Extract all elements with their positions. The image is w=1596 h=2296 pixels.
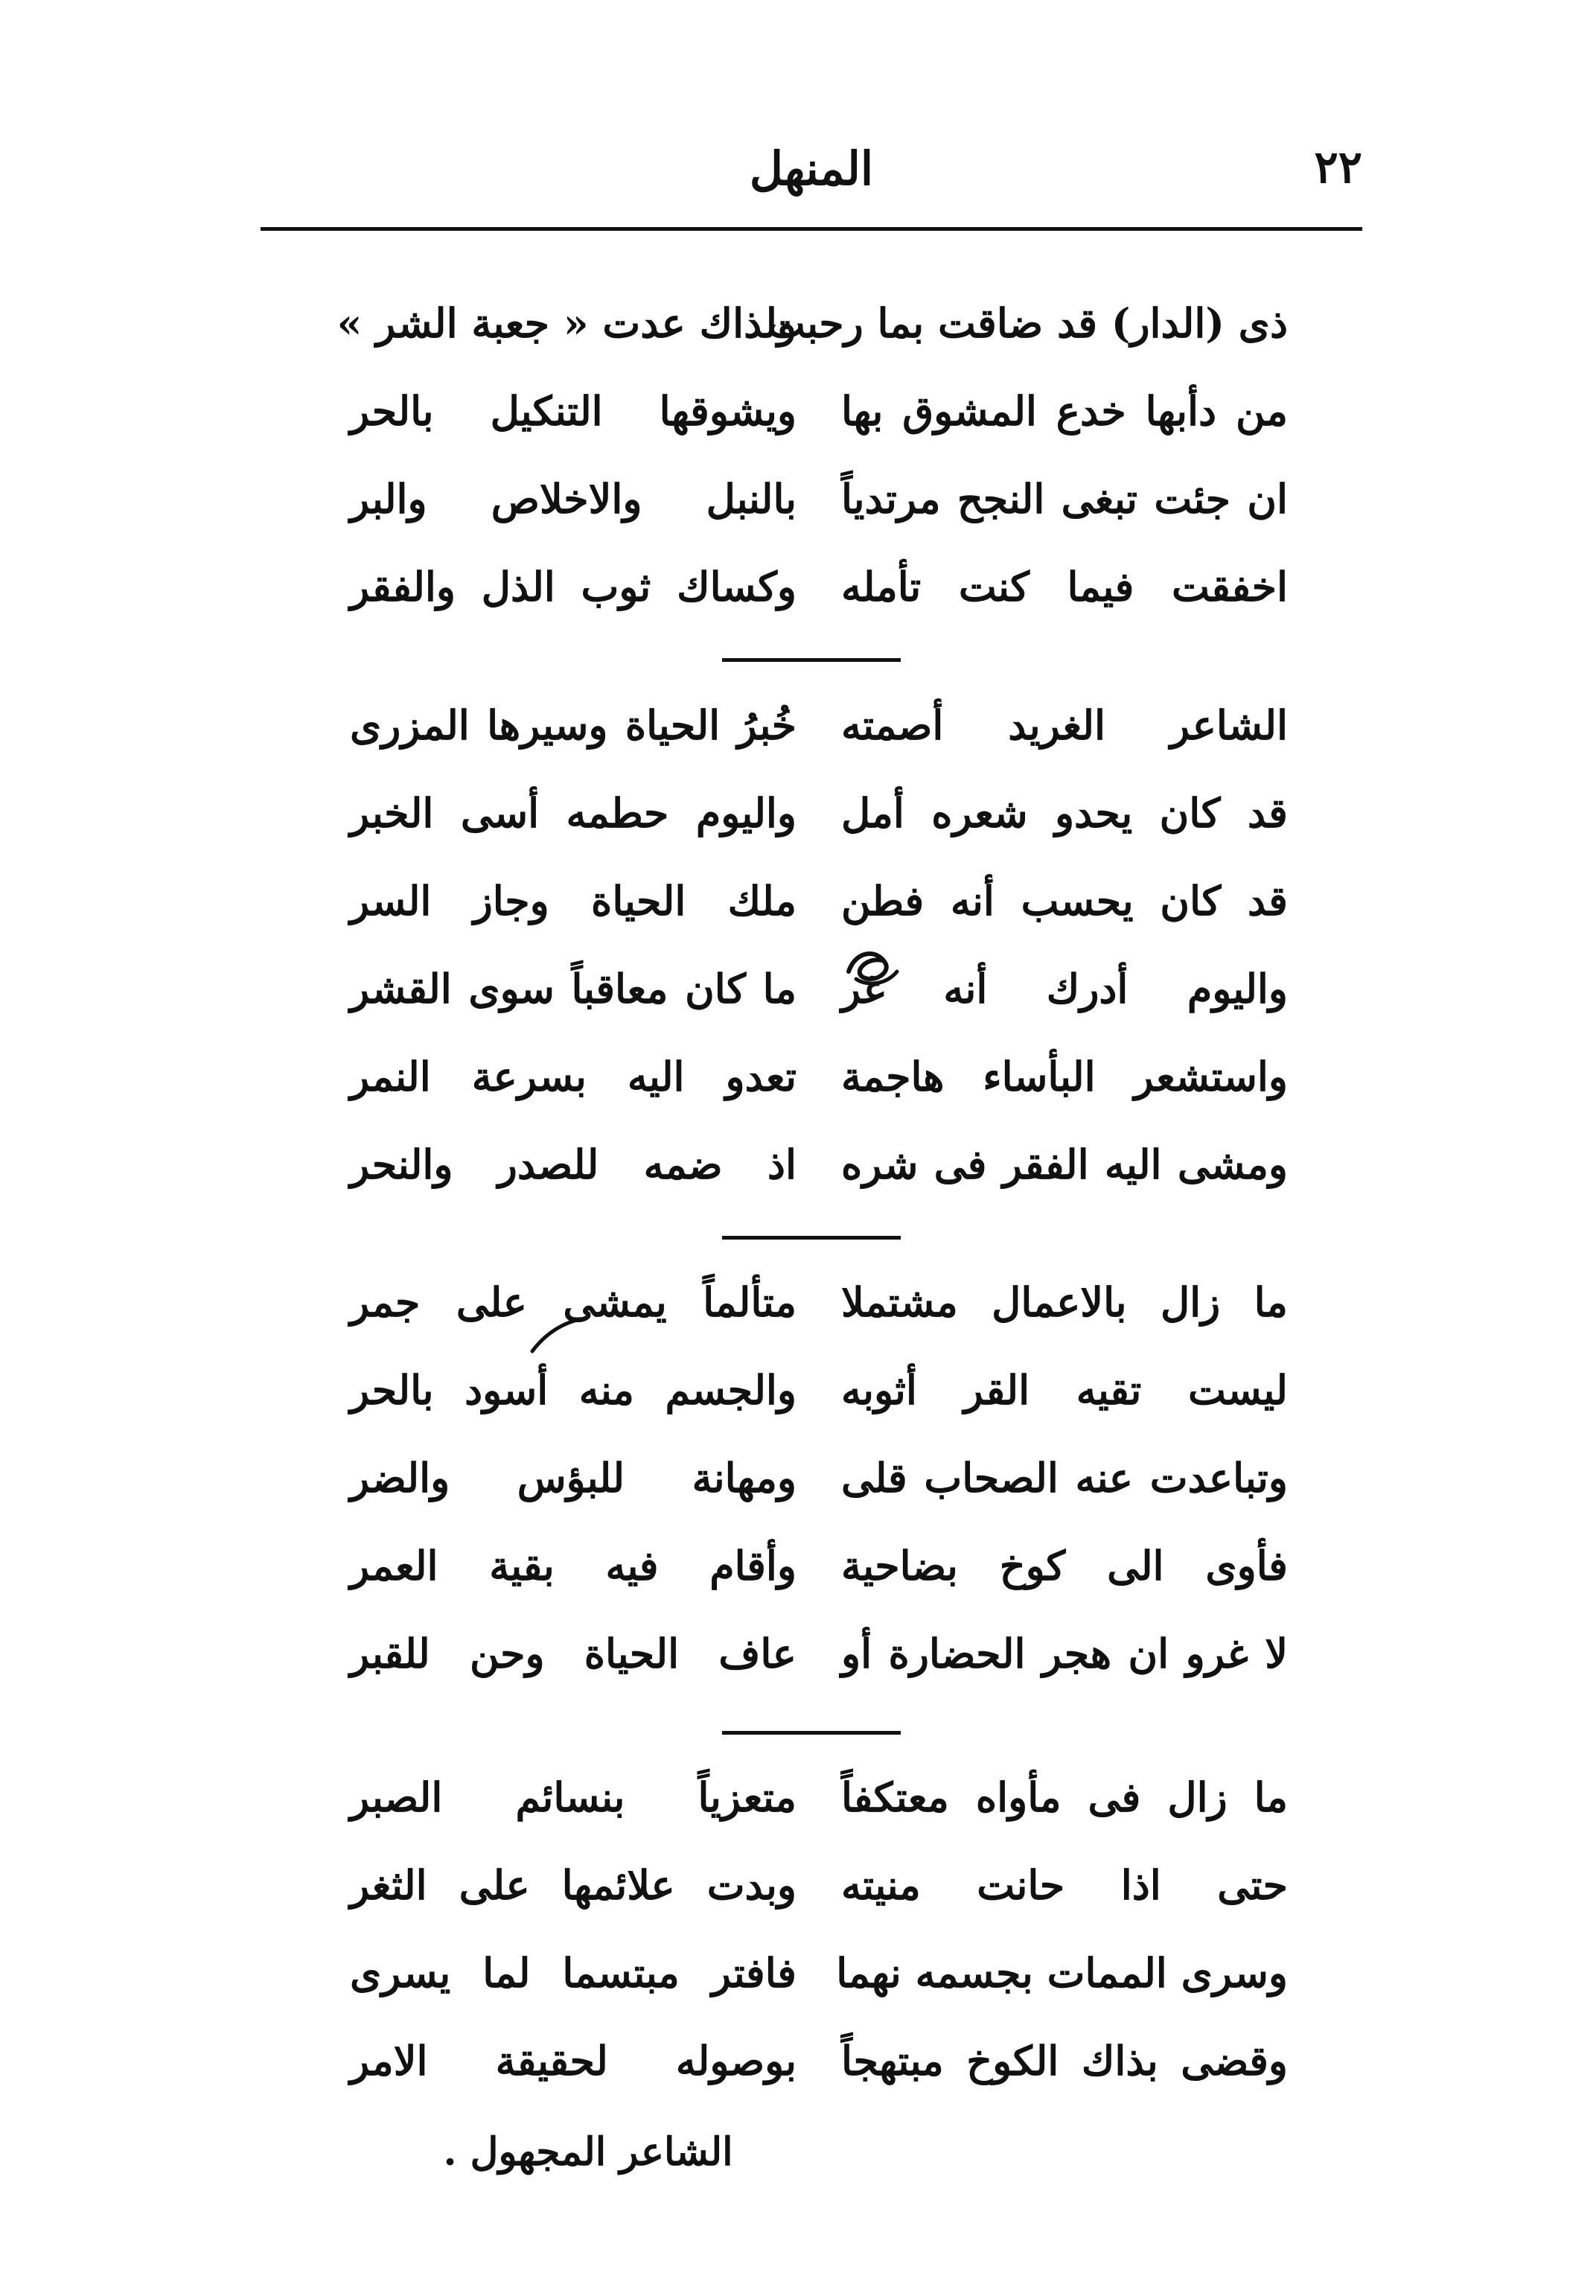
hemistich-second: واليوم حطمه أسى الخبر — [350, 789, 797, 837]
hemistich-second: ما كان معاقباً سوى القشر — [350, 965, 797, 1013]
verse — [350, 1610, 1288, 1697]
hemistich-second: فافتر مبتسما لما يسری — [350, 1949, 797, 1997]
hemistich-first: وسری الممات بجسمه نهما — [836, 1949, 1288, 1997]
page-number: ٢٢ — [1314, 141, 1362, 194]
hemistich-first: قد كان يحسب أنه فطن — [841, 877, 1288, 925]
stanza-2 — [350, 681, 1288, 1208]
verse — [350, 2017, 1288, 2105]
hemistich-second: وبدت علائمها علی الثغر — [350, 1861, 797, 1909]
hemistich-first: ما زال بالاعمال مشتملا — [841, 1278, 1288, 1326]
verse — [350, 1346, 1288, 1434]
hemistich-first: ذی (الدار) قد ضاقت بما رحبت — [767, 299, 1288, 347]
verse — [350, 769, 1288, 857]
verse — [350, 681, 1288, 769]
verse — [350, 1033, 1288, 1120]
hemistich-first: ان جئت تبغی النجح مرتدياً — [841, 475, 1288, 523]
verse — [350, 1929, 1288, 2017]
hemistich-second: وأقام فيه بقية العمر — [350, 1542, 797, 1589]
verse — [350, 1841, 1288, 1929]
verse — [350, 1258, 1288, 1346]
hemistich-second: عاف الحياة وحن للقبر — [350, 1630, 797, 1677]
hemistich-first: لا غرو ان هجر الحضارة أو — [841, 1630, 1288, 1677]
hemistich-second: متعزياً بنسائم الصبر — [350, 1773, 797, 1821]
hemistich-first: وتباعدت عنه الصحاب قلی — [841, 1454, 1288, 1502]
hemistich-first: قد كان يحدو شعره أمل — [841, 789, 1288, 837]
hemistich-first: ليست تقيه القر أثوبه — [841, 1366, 1288, 1414]
hemistich-second: اذ ضمه للصدر والنحر — [350, 1141, 797, 1188]
page-header — [261, 141, 1362, 223]
stanza-4 — [350, 1753, 1288, 2105]
verse — [350, 945, 1288, 1033]
verse — [350, 543, 1288, 631]
hemistich-second: ويشوقها التنكيل بالحر — [350, 387, 797, 435]
hemistich-first: واستشعر البأساء هاجمة — [841, 1053, 1288, 1100]
hemistich-first: اخفقت فيما كنت تأمله — [841, 563, 1288, 610]
hemistich-second: والجسم منه أسود بالحر — [350, 1366, 797, 1414]
hemistich-second: وكساك ثوب الذل والفقر — [350, 563, 797, 610]
verse — [350, 857, 1288, 945]
hemistich-second: ومهانة للبؤس والضر — [350, 1454, 797, 1502]
hemistich-second: ملك الحياة وجاز السر — [350, 877, 797, 925]
hemistich-first: وقضی بذاك الكوخ مبتهجاً — [841, 2037, 1288, 2085]
stanza-3 — [350, 1258, 1288, 1697]
hemistich-first: ومشى اليه الفقر فی شره — [841, 1141, 1288, 1188]
hemistich-second: ولذاك عدت « جعبة الشر » — [336, 299, 797, 347]
hemistich-first: حتی اذا حانت منيته — [841, 1861, 1288, 1909]
verse — [350, 1120, 1288, 1208]
verse — [336, 279, 1288, 367]
hemistich-second: بالنبل والاخلاص والبر — [350, 475, 797, 523]
ink-scribble-icon — [834, 927, 916, 994]
signature: الشاعر المجهول . — [443, 2129, 733, 2175]
hemistich-first: من دأبها خدع المشوق بها — [841, 387, 1288, 435]
stanza-1 — [336, 279, 1288, 631]
hemistich-second: متألماً يمشی علی جمر — [350, 1278, 797, 1326]
hemistich-second: خُبرُ الحياة وسيرها المزری — [350, 701, 797, 749]
verse — [350, 1522, 1288, 1610]
hemistich-first: ما زال فی مأواه معتكفاً — [841, 1773, 1288, 1821]
verse — [350, 1434, 1288, 1522]
stanza-divider — [722, 658, 901, 662]
hemistich-first: الشاعر الغريد أصمته — [841, 701, 1288, 749]
running-title: المنهل — [749, 141, 874, 196]
hemistich-first: فأوى الی كوخ بضاحية — [841, 1542, 1288, 1589]
hemistich-second: بوصوله لحقيقة الامر — [350, 2037, 797, 2085]
header-rule — [261, 227, 1362, 231]
hemistich-first: واليوم أدرك أنه غر — [841, 965, 1288, 1013]
hemistich-second: تعدو اليه بسرعة النمر — [350, 1053, 797, 1100]
stanza-divider — [722, 1236, 901, 1240]
verse — [350, 455, 1288, 543]
stanza-divider — [722, 1731, 901, 1735]
verse — [350, 1753, 1288, 1841]
pen-stroke-icon — [525, 1314, 584, 1359]
verse — [350, 367, 1288, 455]
